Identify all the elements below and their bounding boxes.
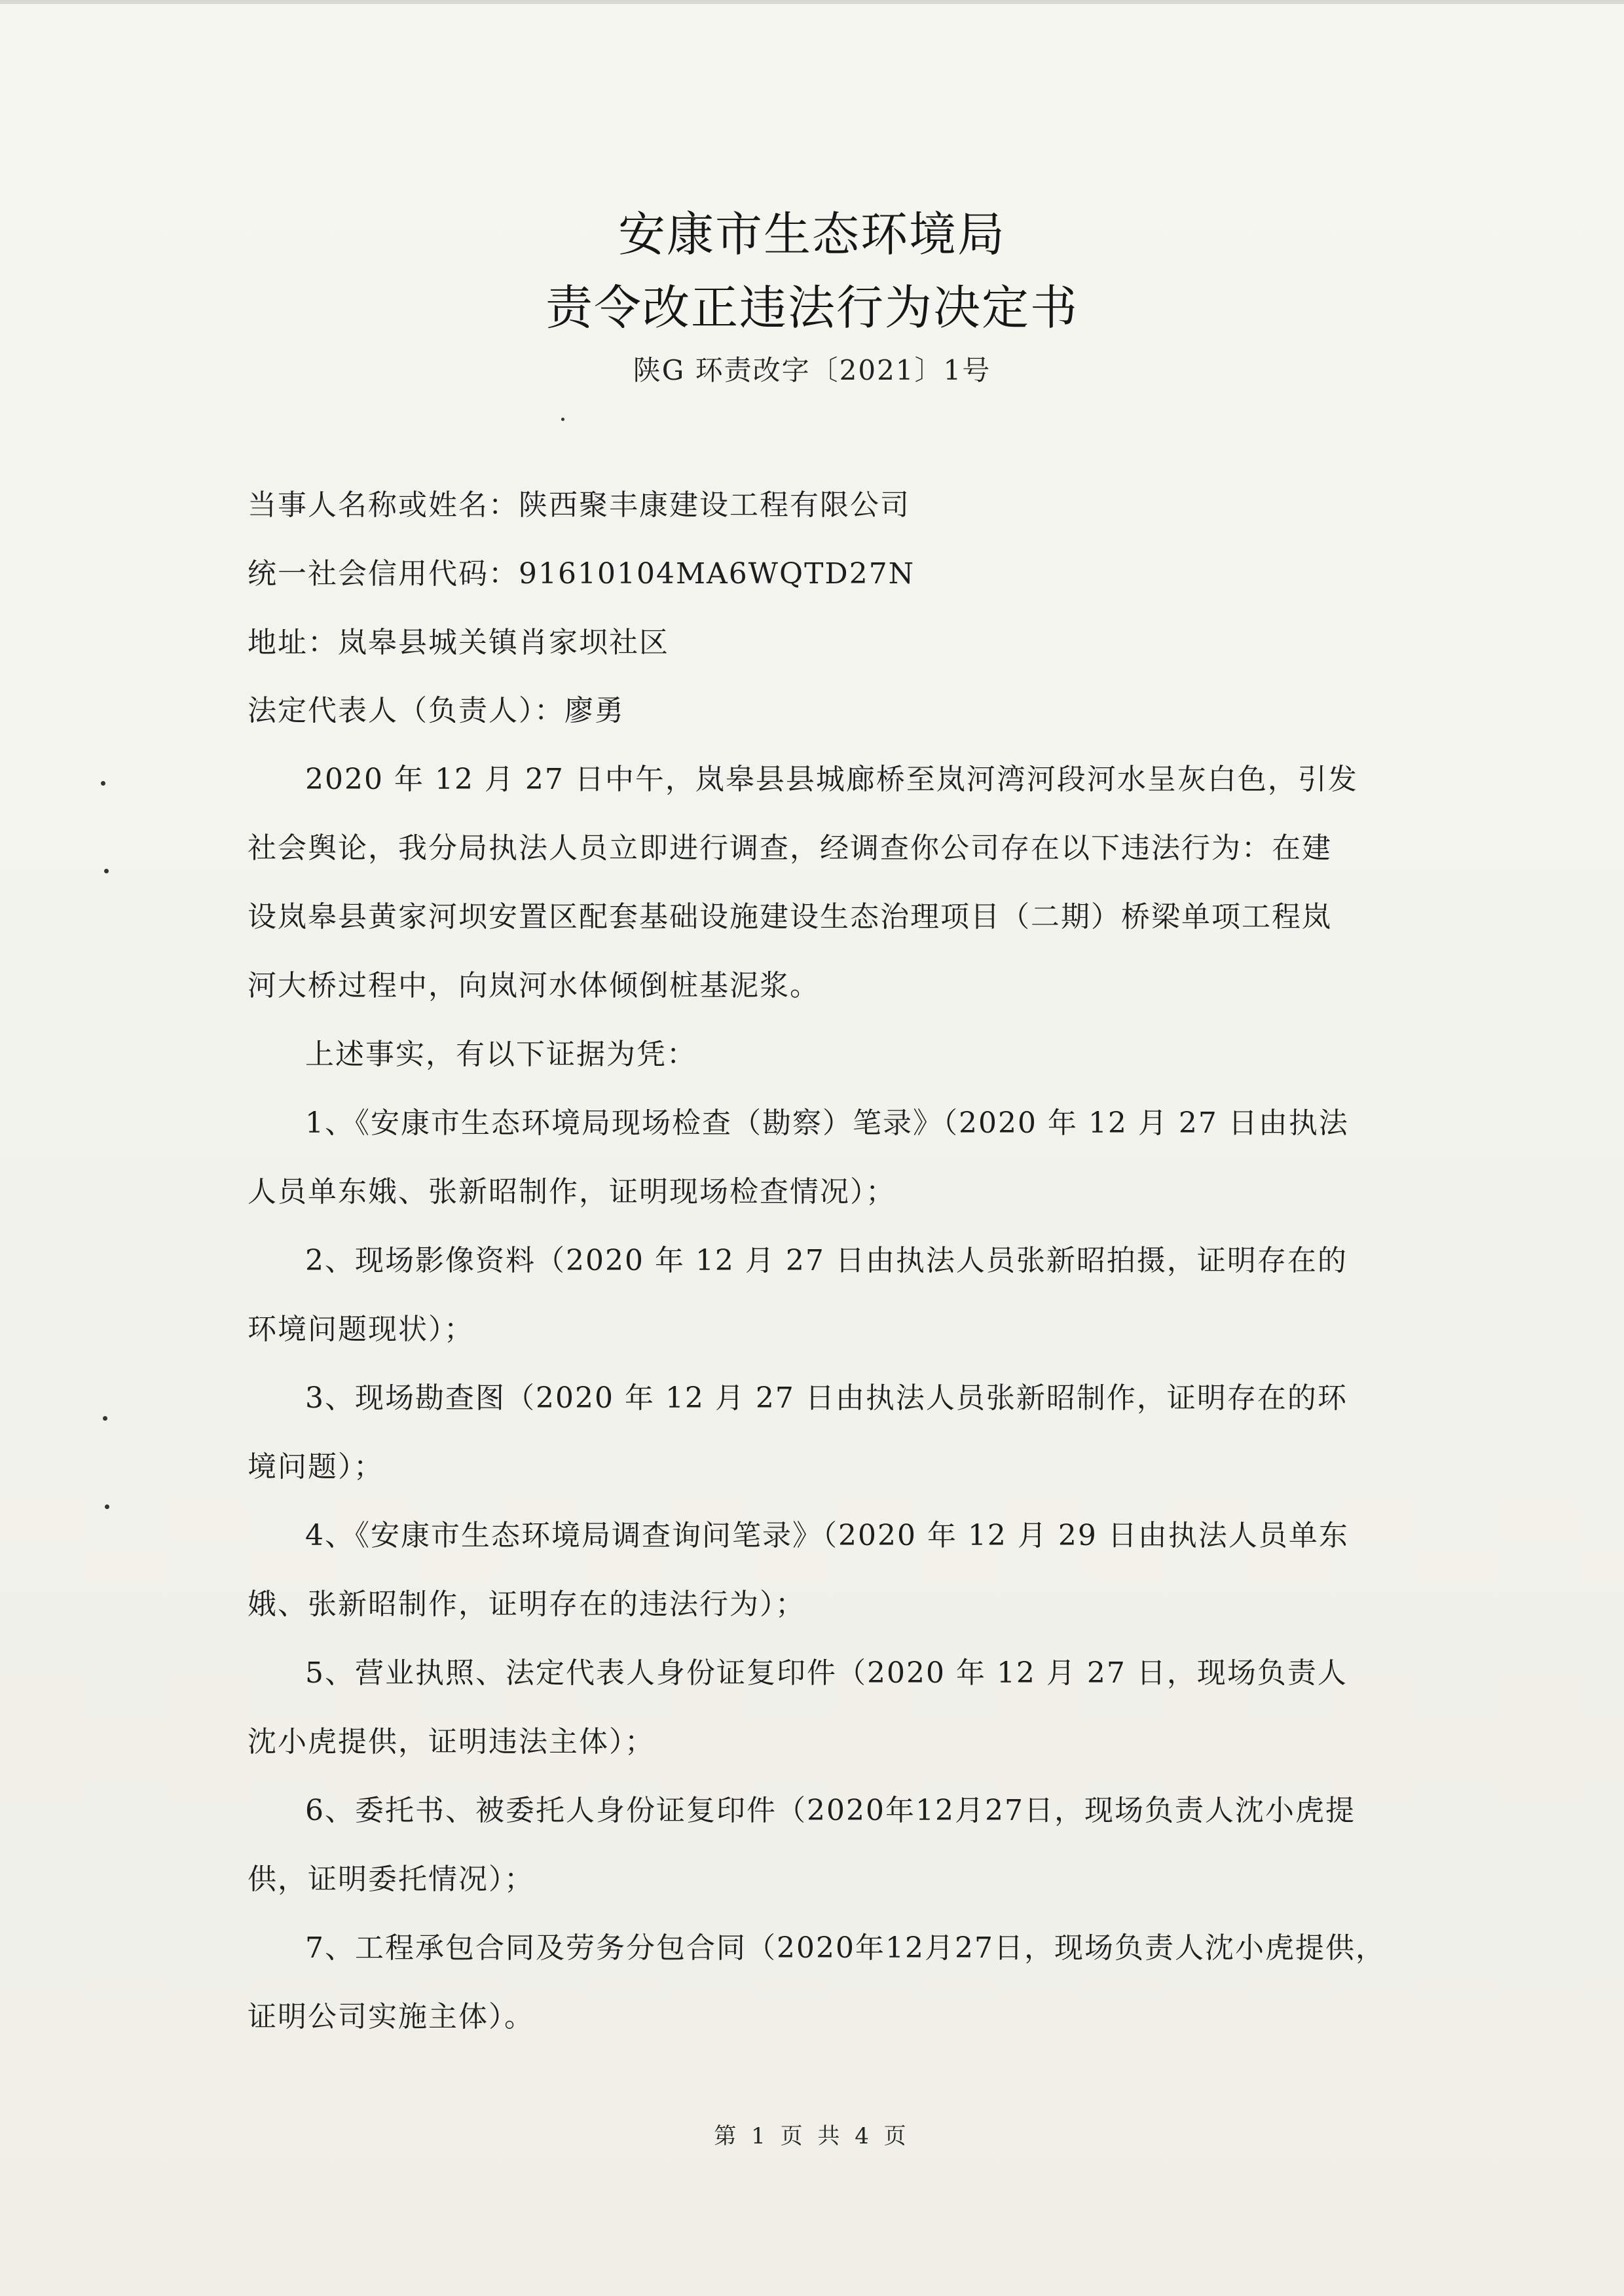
evidence-intro: 上述事实，有以下证据为凭： bbox=[305, 1038, 697, 1071]
document-number: 陕G 环责改字〔2021〕1号 bbox=[633, 354, 991, 386]
party-name-line: 当事人名称或姓名：陕西聚丰康建设工程有限公司 bbox=[248, 488, 910, 522]
evidence-item-line: 7、工程承包合同及劳务分包合同（2020年12月27日，现场负责人沈小虎提供， bbox=[305, 1931, 1386, 1965]
scan-speck bbox=[101, 781, 105, 786]
evidence-item-line: 供，证明委托情况）； bbox=[248, 1863, 534, 1896]
facts-line: 设岚皋县黄家河坝安置区配套基础设施建设生态治理项目（二期）桥梁单项工程岚 bbox=[248, 900, 1332, 934]
evidence-item-line: 4、《安康市生态环境局调查询问笔录》（2020 年 12 月 29 日由执法人员单东 bbox=[305, 1519, 1349, 1552]
document-title-agency: 安康市生态环境局 bbox=[618, 207, 1006, 262]
scan-speck bbox=[103, 1416, 107, 1421]
evidence-item-line: 6、委托书、被委托人身份证复印件（2020年12月27日，现场负责人沈小虎提 bbox=[305, 1794, 1356, 1827]
evidence-item-line: 1、《安康市生态环境局现场检查（勘察）笔录》（2020 年 12 月 27 日由执法 bbox=[305, 1106, 1349, 1140]
evidence-item-line: 境问题）； bbox=[248, 1450, 384, 1484]
evidence-item-line: 环境问题现状）； bbox=[248, 1313, 474, 1346]
legal-representative-line: 法定代表人（负责人）：廖勇 bbox=[248, 694, 625, 727]
facts-line: 河大桥过程中，向岚河水体倾倒桩基泥浆。 bbox=[248, 969, 820, 1002]
page-footer: 第 1 页 共 4 页 bbox=[714, 2123, 910, 2149]
credit-code-line: 统一社会信用代码：91610104MA6WQTD27N bbox=[248, 557, 915, 591]
address-line: 地址：岚皋县城关镇肖家坝社区 bbox=[248, 626, 669, 659]
evidence-item-line: 3、现场勘查图（2020 年 12 月 27 日由执法人员张新昭制作，证明存在的环 bbox=[305, 1381, 1348, 1415]
evidence-item-line: 2、现场影像资料（2020 年 12 月 27 日由执法人员张新昭拍摄，证明存在的 bbox=[305, 1244, 1348, 1277]
evidence-item-line: 人员单东娥、张新昭制作，证明现场检查情况）； bbox=[248, 1175, 896, 1209]
scan-speck bbox=[105, 1504, 109, 1509]
evidence-item-line: 5、营业执照、法定代表人身份证复印件（2020 年 12 月 27 日，现场负责人 bbox=[305, 1656, 1348, 1690]
document-title-decision: 责令改正违法行为决定书 bbox=[545, 280, 1079, 335]
evidence-item-line: 证明公司实施主体）。 bbox=[248, 2000, 534, 2033]
scan-edge bbox=[0, 0, 1624, 4]
facts-line: 社会舆论，我分局执法人员立即进行调查，经调查你公司存在以下违法行为：在建 bbox=[248, 831, 1332, 865]
evidence-item-line: 沈小虎提供，证明违法主体）； bbox=[248, 1725, 655, 1758]
scan-speck bbox=[104, 869, 109, 873]
facts-line: 2020 年 12 月 27 日中午，岚皋县县城廊桥至岚河湾河段河水呈灰白色，引发 bbox=[305, 763, 1358, 796]
scan-speck bbox=[561, 418, 564, 421]
evidence-item-line: 娥、张新昭制作，证明存在的违法行为）； bbox=[248, 1588, 805, 1621]
